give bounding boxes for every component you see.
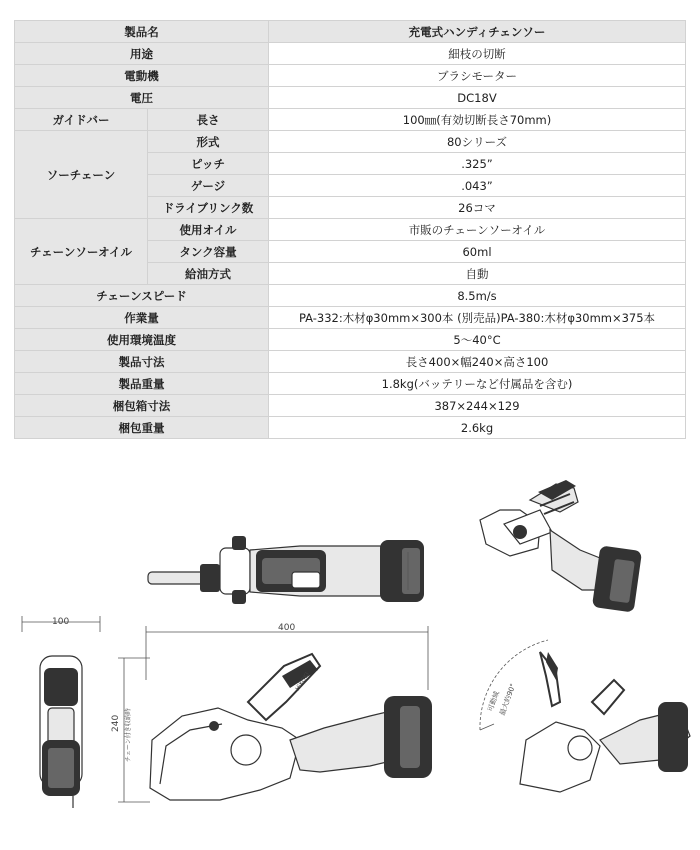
spec-label: 電圧 <box>15 87 269 109</box>
spec-label: 形式 <box>148 131 269 153</box>
spec-value: PA-332:木材φ30mm×300本 (別売品)PA-380:木材φ30mm×375本 <box>269 307 686 329</box>
table-row <box>15 87 686 109</box>
spec-label: 使用オイル <box>148 219 269 241</box>
table-row <box>15 351 686 373</box>
table-row <box>15 109 686 131</box>
table-row <box>15 417 686 439</box>
spec-value: .325” <box>269 153 686 175</box>
spec-label: 用途 <box>15 43 269 65</box>
table-row <box>15 307 686 329</box>
spec-label: ピッチ <box>148 153 269 175</box>
dim-height-note: チェーン付き収納時 <box>125 708 132 762</box>
spec-group-label: ソーチェーン <box>15 131 148 219</box>
spec-value: 長さ400×幅240×高さ100 <box>269 351 686 373</box>
table-row <box>15 219 686 241</box>
spec-value: 8.5m/s <box>269 285 686 307</box>
dim-height-label: 240 <box>111 714 121 732</box>
spec-value: 自動 <box>269 263 686 285</box>
spec-label: 長さ <box>148 109 269 131</box>
spec-value: 細枝の切断 <box>269 43 686 65</box>
top-view-drawing <box>148 536 424 604</box>
spec-value: 80シリーズ <box>269 131 686 153</box>
perspective-view-drawing <box>480 480 642 613</box>
table-row <box>15 395 686 417</box>
spec-value: .043” <box>269 175 686 197</box>
spec-value: 市販のチェーンソーオイル <box>269 219 686 241</box>
spec-label: 製品名 <box>15 21 269 43</box>
product-name-value: 充電式ハンディチェンソー <box>269 21 686 43</box>
table-row <box>15 65 686 87</box>
spec-value: 100㎜(有効切断長さ70mm) <box>269 109 686 131</box>
table-row <box>15 285 686 307</box>
spec-label: 給油方式 <box>148 263 269 285</box>
table-row <box>15 329 686 351</box>
spec-label: タンク容量 <box>148 241 269 263</box>
dim-length-label: 400 <box>278 623 296 633</box>
table-row <box>15 43 686 65</box>
product-drawings <box>0 440 700 850</box>
dim-width-label: 100 <box>52 617 70 627</box>
front-view-drawing <box>22 616 100 808</box>
brand-logo-label: HiKOKI <box>294 671 311 693</box>
spec-value: 5～40°C <box>269 329 686 351</box>
table-row <box>15 21 686 43</box>
spec-value: DC18V <box>269 87 686 109</box>
angle-label-2: 最大約90° <box>498 682 518 717</box>
spec-value: 60ml <box>269 241 686 263</box>
spec-value: 2.6kg <box>269 417 686 439</box>
spec-label: 梱包箱寸法 <box>15 395 269 417</box>
table-row <box>15 373 686 395</box>
spec-value: 26コマ <box>269 197 686 219</box>
spec-value: 1.8kg(バッテリーなど付属品を含む) <box>269 373 686 395</box>
spec-label: 電動機 <box>15 65 269 87</box>
spec-label: ドライブリンク数 <box>148 197 269 219</box>
spec-label: 製品寸法 <box>15 351 269 373</box>
spec-value: 387×244×129 <box>269 395 686 417</box>
angle-label-1: 可動域 <box>486 690 502 713</box>
spec-label: チェーンスピード <box>15 285 269 307</box>
spec-table <box>14 20 686 439</box>
spec-label: 作業量 <box>15 307 269 329</box>
spec-label: 製品重量 <box>15 373 269 395</box>
table-row <box>15 131 686 153</box>
spec-label: 使用環境温度 <box>15 329 269 351</box>
spec-label: 梱包重量 <box>15 417 269 439</box>
side-view-drawing <box>111 623 432 802</box>
spec-value: ブラシモーター <box>269 65 686 87</box>
spec-label: ゲージ <box>148 175 269 197</box>
spec-group-label: ガイドバー <box>15 109 148 131</box>
spec-group-label: チェーンソーオイル <box>15 219 148 285</box>
angle-view-drawing <box>480 640 690 792</box>
